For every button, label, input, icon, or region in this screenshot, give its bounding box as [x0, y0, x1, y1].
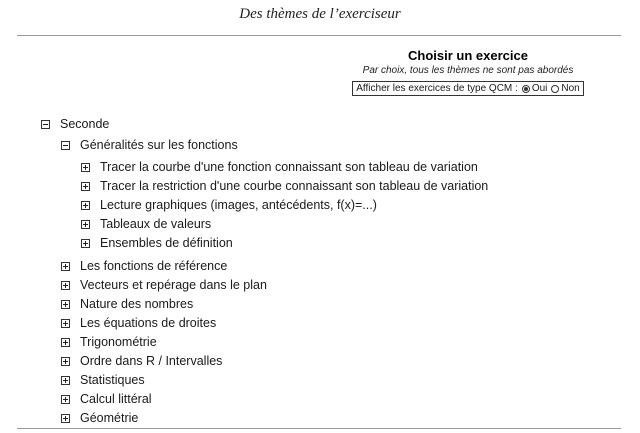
tree-subitem[interactable]: [81, 159, 478, 175]
qcm-yes-label: Oui: [531, 83, 548, 94]
figure-caption: Des thèmes de l’exerciseur: [239, 6, 401, 22]
tree-subitem[interactable]: [81, 178, 488, 194]
tree-node-label: Les fonctions de référence: [80, 259, 228, 273]
expand-icon[interactable]: [81, 182, 90, 191]
tree-node-label: Tableaux de valeurs: [100, 217, 212, 231]
tree-chapter[interactable]: [61, 391, 152, 407]
tree-node-label: Lecture graphiques (images, antécédents, f(x)=...): [100, 198, 377, 212]
theme-tree: [17, 36, 621, 428]
expand-icon[interactable]: [81, 201, 90, 210]
expand-icon[interactable]: [61, 338, 70, 347]
tree-node-generalites[interactable]: [61, 137, 238, 153]
tree-node-label: Généralités sur les fonctions: [80, 138, 238, 152]
tree-node-label: Les équations de droites: [80, 316, 217, 330]
tree-node-label: Calcul littéral: [80, 392, 152, 406]
expand-icon[interactable]: [61, 281, 70, 290]
tree-node-label: Nature des nombres: [80, 297, 194, 311]
tree-node-label: Tracer la restriction d'une courbe connaissant son tableau de variation: [100, 179, 489, 193]
tree-chapter[interactable]: [61, 277, 267, 293]
collapse-icon[interactable]: [61, 141, 70, 150]
expand-icon[interactable]: [61, 357, 70, 366]
collapse-icon[interactable]: [41, 120, 50, 129]
expand-icon[interactable]: [61, 376, 70, 385]
tree-chapter[interactable]: [61, 410, 138, 426]
tree-chapter[interactable]: [61, 353, 222, 369]
expand-icon[interactable]: [61, 262, 70, 271]
tree-node-label: Statistiques: [80, 373, 145, 387]
tree-node-label: Ensembles de définition: [100, 236, 233, 250]
expand-icon[interactable]: [61, 395, 70, 404]
tree-node-label: Tracer la courbe d'une fonction connaissant son tableau de variation: [100, 160, 478, 174]
qcm-no-label: Non: [561, 83, 580, 94]
panel-subtitle: Par choix, tous les thèmes ne sont pas abordés: [362, 65, 574, 76]
expand-icon[interactable]: [61, 300, 70, 309]
panel-title: Choisir un exercice: [408, 48, 528, 63]
tree-subitem[interactable]: [81, 197, 377, 213]
expand-icon[interactable]: [81, 163, 90, 172]
tree-node-label: Seconde: [60, 117, 110, 131]
tree-subitem[interactable]: [81, 216, 211, 232]
tree-chapter[interactable]: [61, 334, 157, 350]
expand-icon[interactable]: [81, 239, 90, 248]
tree-chapter[interactable]: [61, 258, 227, 274]
expand-icon[interactable]: [61, 319, 70, 328]
tree-node-seconde[interactable]: [41, 116, 109, 132]
qcm-label: Afficher les exercices de type QCM :: [356, 83, 518, 94]
expand-icon[interactable]: [61, 414, 70, 423]
expand-icon[interactable]: [81, 220, 90, 229]
tree-chapter[interactable]: [61, 372, 145, 388]
tree-node-label: Géométrie: [80, 411, 139, 425]
tree-chapter[interactable]: [61, 296, 193, 312]
tree-node-label: Ordre dans R / Intervalles: [80, 354, 223, 368]
tree-chapter[interactable]: [61, 315, 216, 331]
tree-node-label: Trigonométrie: [80, 335, 157, 349]
exerciser-window: [17, 35, 621, 429]
tree-node-label: Vecteurs et repérage dans le plan: [80, 278, 267, 292]
tree-subitem[interactable]: [81, 235, 233, 251]
